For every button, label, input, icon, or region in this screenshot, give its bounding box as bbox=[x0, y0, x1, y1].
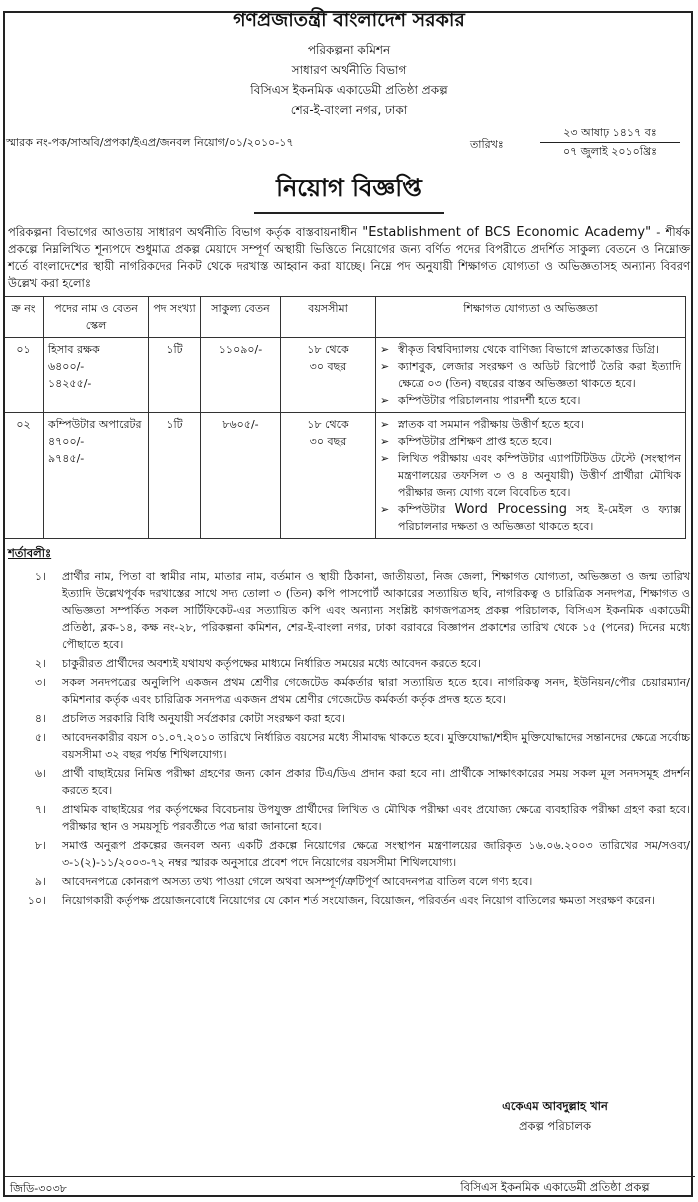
row-serial: ০১ bbox=[4, 338, 44, 413]
age-to: ৩০ বছর bbox=[309, 435, 347, 448]
post-name: হিসাব রক্ষক bbox=[48, 343, 100, 356]
header-serial: ক্র নং bbox=[4, 297, 44, 338]
arrow-icon: ➢ bbox=[380, 360, 390, 373]
row-serial: ০২ bbox=[4, 413, 44, 539]
intro-project-name: "Establishment of BCS Economic Academy" bbox=[362, 225, 652, 240]
term-item: ৫। আবেদনকারীর বয়স ০১.০৭.২০১০ তারিখে নির্ধারিত বয়সের মধ্যে সীমাবদ্ধ থাকতে হবে। মুক্তিযোদ্ধা/শহীদ মুক্তিযোদ্ধাদের সন্তানদের ক্ষেত্রে সর্বোচ্চ বয়সসীমা ৩২ বছর পর্যন্ত শিথিলযোগ্য। bbox=[34, 731, 690, 761]
date-box bbox=[540, 124, 680, 161]
term-item: ৬। প্রার্থী বাছাইয়ের নিমিত্ত পরীক্ষা গ্রহণের জন্য কোন প্রকার টিএ/ডিএ প্রদান করা হবে না। প্রার্থীকে সাক্ষাৎকারের সময় সকল মূল সনদসমূহ প্রদর্শন করতে হবে। bbox=[34, 767, 690, 797]
intro-text-1: পরিকল্পনা বিভাগের আওতায় সাধারণ অর্থনীতি বিভাগ কর্তৃক বাস্তবায়নাধীন bbox=[8, 225, 363, 239]
commission-line: পরিকল্পনা কমিশন bbox=[307, 43, 391, 57]
arrow-icon: ➢ bbox=[380, 418, 390, 431]
date-bangla: ২৩ আষাঢ় ১৪১৭ বঃ bbox=[540, 124, 680, 143]
signatory-designation: প্রকল্প পরিচালক bbox=[518, 1119, 592, 1133]
signatory-name: একেএম আবদুল্লাহ খান bbox=[502, 1099, 608, 1113]
arrow-icon: ➢ bbox=[380, 343, 390, 356]
term-item: ২। চাকুরীরত প্রার্থীদের অবশ্যই যথাযথ কর্তৃপক্ষের মাধ্যমে নির্ধারিত সময়ের মধ্যে আবেদন করতে হবে। bbox=[34, 657, 481, 670]
header-salary: সাকুল্য বেতন bbox=[201, 297, 281, 338]
signature-block bbox=[430, 1096, 680, 1136]
row-salary: ১১০৯০/- bbox=[201, 338, 281, 413]
arrow-icon: ➢ bbox=[380, 452, 390, 465]
header-age: বয়সসীমা bbox=[281, 297, 376, 338]
scale-min: ৪৭০০/- bbox=[48, 435, 85, 448]
term-item: ৪। প্রচলিত সরকারি বিধি অনুযায়ী সর্বপ্রকার কোটা সংরক্ষণ করা হবে। bbox=[34, 712, 345, 725]
qualification-item: ➢ কম্পিউটার Word Processing সহ ই-মেইল ও ফ্যাক্স পরিচালনার দক্ষতা ও অভিজ্ঞতা থাকতে হবে। bbox=[380, 502, 682, 533]
qualification-item: ➢ স্নাতক বা সমমান পরীক্ষায় উত্তীর্ণ হতে হবে। bbox=[380, 418, 584, 431]
arrow-icon: ➢ bbox=[380, 394, 390, 407]
header-qualification: শিক্ষাগত যোগ্যতা ও অভিজ্ঞতা bbox=[376, 297, 686, 338]
qualification-item: ➢ কম্পিউটার পরিচালনায় পারদর্শী হতে হবে। bbox=[380, 394, 581, 407]
dg-number: জিডি-৩০৩৮ bbox=[10, 1182, 67, 1195]
memo-number: স্মারক নং-পক/সাঅবি/প্রপকা/ইএপ্র/জনবল নিয়োগ/০১/২০১০-১৭ bbox=[6, 136, 294, 149]
reference-row bbox=[0, 124, 698, 166]
notice-title: নিয়োগ বিজ্ঞপ্তি bbox=[254, 170, 444, 214]
header-count: পদ সংখ্যা bbox=[149, 297, 201, 338]
arrow-icon: ➢ bbox=[380, 503, 390, 516]
signatory-project: বিসিএস ইকনমিক একাডেমী প্রতিষ্ঠা প্রকল্প bbox=[460, 1180, 650, 1194]
age-to: ৩০ বছর bbox=[309, 360, 347, 373]
post-name: কম্পিউটার অপারেটর bbox=[48, 418, 142, 431]
date-english: ০৭ জুলাই ২০১০খ্রিঃ bbox=[562, 145, 658, 158]
age-from: ১৮ থেকে bbox=[307, 418, 349, 431]
date-label: তারিখঃ bbox=[470, 138, 504, 151]
footer-divider bbox=[3, 1176, 695, 1177]
government-title: গণপ্রজাতন্ত্রী বাংলাদেশ সরকার bbox=[233, 9, 465, 31]
arrow-icon: ➢ bbox=[380, 435, 390, 448]
term-item: ৩। সকল সনদপত্রের অনুলিপি একজন প্রথম শ্রেণীর গেজেটেড কর্মকর্তার দ্বারা সত্যায়িত হতে হবে। নাগরিকত্ব সনদ, ইউনিয়ন/পৌর চেয়ারম্যান/কমিশনার কর্তৃক এবং চারিত্রিক সনদপত্র একজন প্রথম শ্রেণীর গেজেটেড কর্মকর্তা কর্তৃক প্রদত্ত হতে হবে। bbox=[34, 676, 690, 706]
scale-max: ১৪২৫৫/- bbox=[48, 377, 92, 390]
project-line: বিসিএস ইকনমিক একাডেমী প্রতিষ্ঠা প্রকল্প bbox=[250, 83, 448, 97]
intro-text-2: - শীর্ষক প্রকল্পে নিম্নলিখিত শূন্যপদে শুধুমাত্র প্রকল্প মেয়াদে সম্পূর্ণ অস্থায়ী ভিত্তিতে নিয়োগের জন্য বর্ণিত পদের বিপরীতে প্রদর্শিত সাকুল্য বেতনে ও নিম্নোক্ত শর্তে বাংলাদেশের স্থায়ী নাগরিকদের নিকট থেকে দরখাস্ত আহ্বান করা যাচ্ছে। নিম্নে পদ অনুযায়ী শিক্ষাগত যোগ্যতা ও অভিজ্ঞতাসহ অন্যান্য বিবরণ উল্লেখ করা হলোঃ bbox=[8, 225, 691, 290]
qualification-item: ➢ কম্পিউটার প্রশিক্ষণ প্রাপ্ত হতে হবে। bbox=[380, 435, 552, 448]
term-item: ৯। আবেদনপত্রে কোনরূপ অসত্য তথ্য পাওয়া গেলে অথবা অসম্পূর্ণ/ত্রুটিপূর্ণ আবেদনপত্র বাতিল বলে গণ্য হবে। bbox=[34, 875, 533, 888]
row-count: ১টি bbox=[149, 338, 201, 413]
scale-min: ৬৪০০/- bbox=[48, 360, 85, 373]
division-line: সাধারণ অর্থনীতি বিভাগ bbox=[291, 63, 407, 77]
qualification-item: ➢ লিখিত পরীক্ষায় এবং কম্পিউটার এ্যাপটিটিউড টেস্টে (সংস্থাপন মন্ত্রণালয়ের তফসিল ৩ ও ৪ অনুযায়ী) উত্তীর্ণ প্রার্থীরা মৌখিক পরীক্ষার জন্য যোগ্য বলে বিবেচিত হবে। bbox=[380, 452, 681, 499]
address-line: শের-ই-বাংলা নগর, ঢাকা bbox=[290, 103, 408, 117]
term-item: ১০। নিয়োগকারী কর্তৃপক্ষ প্রয়োজনবোধে নিয়োগের যে কোন শর্ত সংযোজন, বিয়োজন, পরিবর্তন এবং নিয়োগ বাতিলের ক্ষমতা সংরক্ষণ করেন। bbox=[27, 894, 655, 907]
scale-max: ৯৭৪৫/- bbox=[48, 452, 85, 465]
header-post: পদের নাম ও বেতন স্কেল bbox=[44, 297, 149, 338]
notice-frame bbox=[3, 11, 693, 1197]
term-item: ৭। প্রাথমিক বাছাইয়ের পর কর্তৃপক্ষের বিবেচনায় উপযুক্ত প্রার্থীদের লিখিত ও মৌখিক পরীক্ষা এবং প্রযোজ্য ক্ষেত্রে ব্যবহারিক পরীক্ষা গ্রহণ করা হবে। পরীক্ষার স্থান ও সময়সূচি পরবর্তীতে পত্র দ্বারা জানানো হবে। bbox=[34, 803, 690, 833]
term-item: ৮। সমাপ্ত অনুরূপ প্রকল্পের জনবল অন্য একটি প্রকল্পে নিয়োগের ক্ষেত্রে সংস্থাপন মন্ত্রণালয়ের জারিকৃত ১৬.০৬.২০০৩ তারিখের সম/সওব্য/৩-১(২)-১১/২০০৩-৭২ নম্বর স্মারক অনুসারে প্রবেশ পদে নিয়োগের বয়সসীমা শিথিলযোগ্য। bbox=[34, 839, 690, 869]
row-count: ১টি bbox=[149, 413, 201, 539]
term-item: ১। প্রার্থীর নাম, পিতা বা স্বামীর নাম, মাতার নাম, বর্তমান ও স্থায়ী ঠিকানা, জাতীয়তা, নিজ জেলা, শিক্ষাগত যোগ্যতা, অভিজ্ঞতা ও জন্ম তারিখ ইত্যাদি উল্লেখপূর্বক দরখাস্তের সাথে সদ্য তোলা ৩ (তিন) কপি পাসপোর্ট আকারের সত্যায়িত ছবি, নাগরিকত্ব ও চারিত্রিক সনদপত্র, শিক্ষাগত ও অভিজ্ঞতা সম্পর্কিত সকল সার্টিফিকেট-এর সত্যায়িত কপি এবং অন্যান্য সংশ্লিষ্ট কাগজপত্রসহ প্রকল্প পরিচালক, বিসিএস ইকনমিক একাডেমী প্রতিষ্ঠা, ব্লক-১৪, কক্ষ নং-২৮, পরিকল্পনা কমিশন, শের-ই-বাংলা নগর, ঢাকা বরাবরে বিজ্ঞাপন প্রকাশের তারিখ থেকে ১৫ (পনের) দিনের মধ্যে পৌছাতে হবে। bbox=[34, 570, 690, 651]
terms-title: শর্তাবলীঃ bbox=[8, 546, 52, 560]
row-salary: ৮৬০৫/- bbox=[201, 413, 281, 539]
qualification-item: ➢ ক্যাশবুক, লেজার সংরক্ষণ ও অডিট রিপোর্ট তৈরি করা ইত্যাদি ক্ষেত্রে ০৩ (তিন) বছরের বাস্তব অভিজ্ঞতা থাকতে হবে। bbox=[380, 360, 681, 390]
qualification-item: ➢ স্বীকৃত বিশ্ববিদ্যালয় থেকে বাণিজ্য বিভাগে স্নাতকোত্তর ডিগ্রি। bbox=[380, 343, 659, 356]
age-from: ১৮ থেকে bbox=[307, 343, 349, 356]
